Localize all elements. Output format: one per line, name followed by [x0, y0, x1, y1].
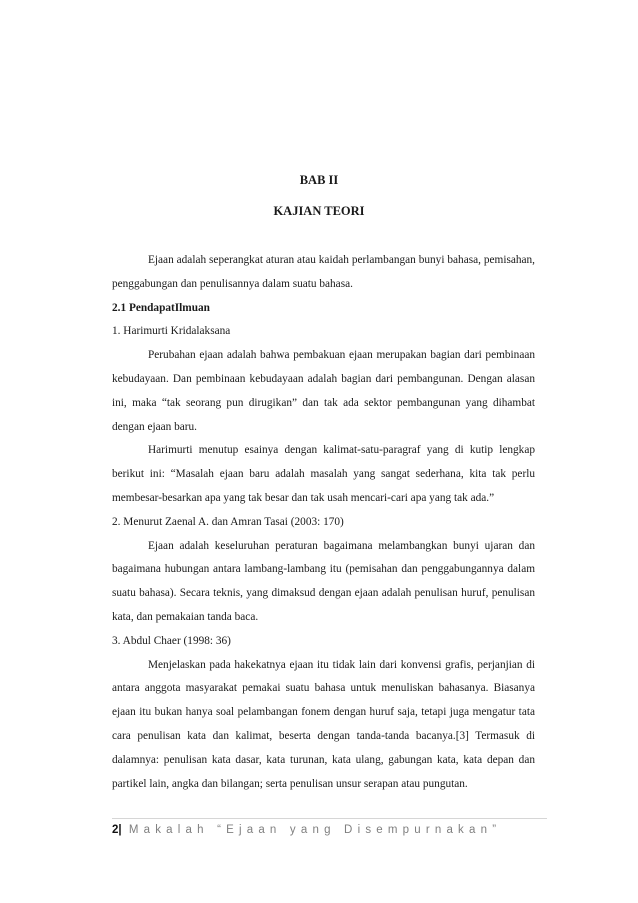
section-heading: 2.1 PendapatIlmuan — [112, 301, 210, 314]
chapter-number: BAB II — [299, 173, 339, 187]
body-text — [112, 249, 535, 796]
page-number: 2 — [112, 824, 119, 836]
chapter-title: KAJIAN TEORI — [273, 204, 365, 218]
list-item-3-paragraph-1: Menjelaskan pada hakekatnya ejaan itu tidak lain dari konvensi grafis, perjanjian di antara anggota masyarakat pemakai suatu bahasa untuk menuliskan bahasanya. Biasanya ejaan itu bukan hanya soal pelambangan fonem dengan huruf saja, tetapi juga mengatur tata cara penulisan kata dan kalimat, beserta dengan tanda-tanda bacanya.[3] Termasuk di dalamnya: penulisan kata dasar, kata turunan, kata ulang, gabungan kata, kata depan dan partikel lain, angka dan bilangan; serta penulisan unsur serapan atau pungutan. — [112, 658, 535, 790]
list-item-2-paragraph-1: Ejaan adalah keseluruhan peraturan bagaimana melambangkan bunyi ujaran dan bagaimana hubungan antara lambang-lambang itu (pemisahan dan penggabungannya dalam suatu bahasa). Secara teknis, yang dimaksud dengan ejaan adalah penulisan huruf, penulisan kata, dan pemakaian tanda baca. — [112, 539, 535, 623]
list-item-1-paragraph-2: Harimurti menutup esainya dengan kalimat-satu-paragraf yang di kutip lengkap berikut ini: “Masalah ejaan baru adalah masalah yang sangat sederhana, kita tak perlu membesar-besarkan apa yang tak besar dan tak usah mencari-cari apa yang tak ada.” — [112, 444, 535, 504]
intro-paragraph: Ejaan adalah seperangkat aturan atau kaidah perlambangan bunyi bahasa, pemisahan, penggabungan dan penulisannya dalam suatu bahasa. — [112, 254, 535, 290]
footer-separator: | — [118, 824, 122, 836]
page-footer — [112, 818, 547, 836]
footer-title: Makalah “Ejaan yang Disempurnakan” — [128, 824, 502, 836]
list-item-heading-3: 3. Abdul Chaer (1998: 36) — [112, 634, 231, 647]
list-item-heading-1: 1. Harimurti Kridalaksana — [112, 325, 231, 338]
list-item-1-paragraph-1: Perubahan ejaan adalah bahwa pembakuan ejaan merupakan bagian dari pembinaan kebudayaan. Dan pembinaan kebudayaan adalah bagian dari pembangunan. Dengan alasan ini, maka “tak seorang pun dirugikan” dan tak ada sektor pembangunan yang dihambat dengan ejaan baru. — [112, 349, 535, 433]
list-item-heading-2: 2. Menurut Zaenal A. dan Amran Tasai (2003: 170) — [112, 515, 344, 528]
